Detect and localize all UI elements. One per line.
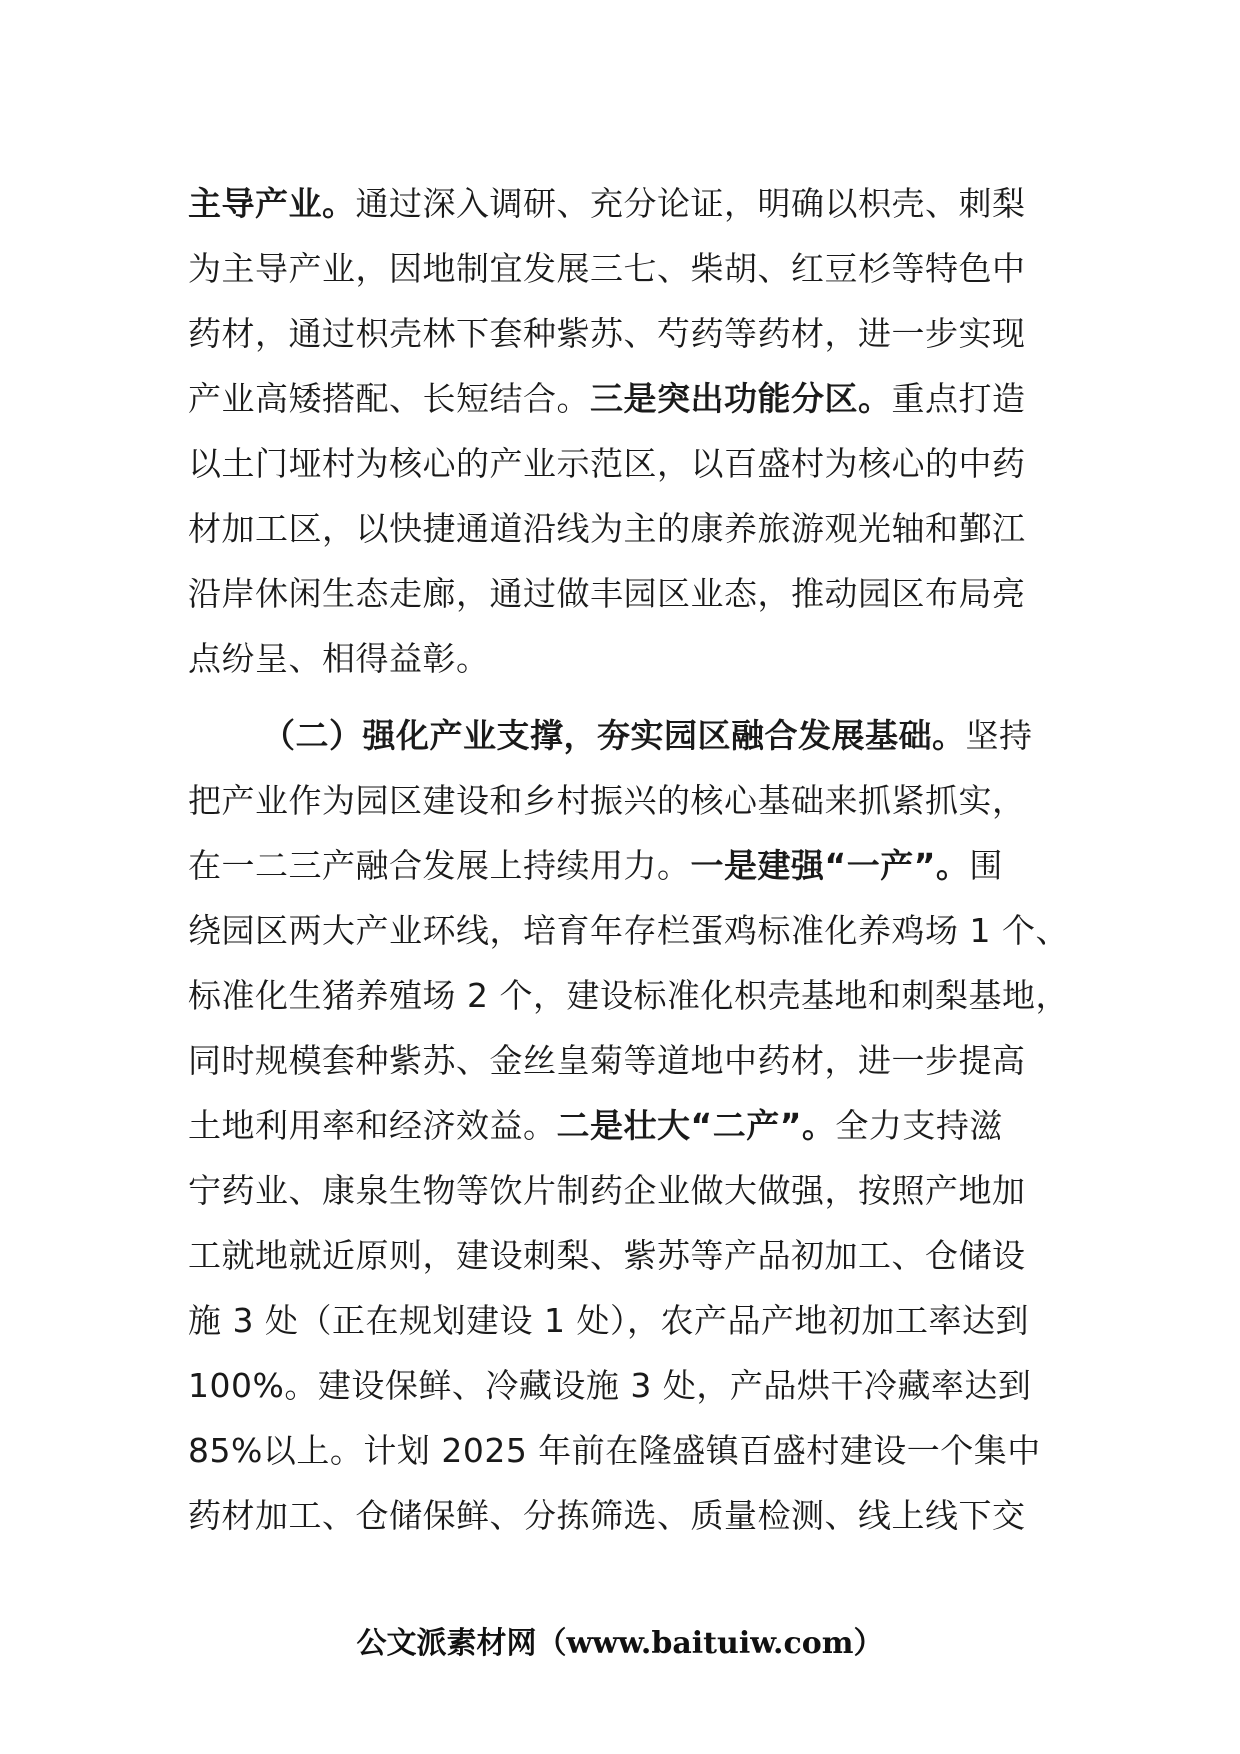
- text-line: [188, 1093, 1088, 1158]
- text-run: 材加工区，以快捷通道沿线为主的康养旅游观光轴和鄞江: [188, 509, 1026, 548]
- text-line: [188, 561, 1088, 626]
- text-run: 85%以上。计划 2025 年前在隆盛镇百盛村建设一个集中: [188, 1431, 1041, 1470]
- text-line: [188, 1418, 1088, 1483]
- bold-phrase: 主导产业。: [188, 184, 356, 223]
- section-heading-line: [188, 703, 1088, 768]
- text-run: 绕园区两大产业环线，培育年存栏蛋鸡标准化养鸡场 1 个、: [188, 911, 1069, 950]
- text-run: 同时规模套种紫苏、金丝皇菊等道地中药材，进一步提高: [188, 1041, 1026, 1080]
- text-run: 标准化生猪养殖场 2 个，建设标准化枳壳基地和刺梨基地，: [188, 976, 1069, 1015]
- text-line: [188, 1353, 1088, 1418]
- text-line: [188, 898, 1088, 963]
- text-line: [188, 496, 1088, 561]
- text-run: 药材，通过枳壳林下套种紫苏、芍药等药材，进一步实现: [188, 314, 1026, 353]
- text-run: 为主导产业，因地制宜发展三七、柴胡、红豆杉等特色中: [188, 249, 1026, 288]
- text-line: [188, 768, 1088, 833]
- text-run: 土地利用率和经济效益。: [188, 1106, 557, 1145]
- text-run: 产业高矮搭配、长短结合。: [188, 379, 590, 418]
- text-run: 把产业作为园区建设和乡村振兴的核心基础来抓紧抓实，: [188, 781, 1026, 820]
- paragraph-functional-zoning: [188, 171, 1088, 691]
- text-run: 围: [969, 846, 1003, 885]
- text-line: [188, 833, 1088, 898]
- text-run: 坚持: [965, 716, 1033, 755]
- text-run: 沿岸休闲生态走廊，通过做丰园区业态，推动园区布局亮: [188, 574, 1026, 613]
- text-line: [188, 1028, 1088, 1093]
- text-run: 全力支持滋: [835, 1106, 1003, 1145]
- text-run: 在一二三产融合发展上持续用力。: [188, 846, 691, 885]
- bold-phrase: 一是建强“一产”。: [690, 846, 970, 885]
- text-line: [188, 431, 1088, 496]
- text-run: 重点打造: [891, 379, 1026, 418]
- text-line: [188, 236, 1088, 301]
- text-line: [188, 963, 1088, 1028]
- text-line: [188, 171, 1088, 236]
- paragraph-gap: [188, 691, 1088, 703]
- text-run: 工就地就近原则，建设刺梨、紫苏等产品初加工、仓储设: [188, 1236, 1026, 1275]
- text-run: 施 3 处（正在规划建设 1 处），农产品产地初加工率达到: [188, 1301, 1029, 1340]
- bold-phrase: 三是突出功能分区。: [590, 379, 892, 418]
- text-run: 药材加工、仓储保鲜、分拣筛选、质量检测、线上线下交: [188, 1496, 1026, 1535]
- page-footer-watermark: 公文派素材网（www.baituiw.com）: [356, 1626, 884, 1661]
- text-line: [188, 1483, 1088, 1548]
- text-line: [188, 366, 1088, 431]
- text-line: [188, 301, 1088, 366]
- text-line: [188, 1223, 1088, 1288]
- document-body: [188, 171, 1088, 1548]
- text-run: 宁药业、康泉生物等饮片制药企业做大做强，按照产地加: [188, 1171, 1026, 1210]
- text-run: 通过深入调研、充分论证，明确以枳壳、刺梨: [355, 184, 1026, 223]
- text-run: 点纷呈、相得益彰。: [188, 639, 490, 678]
- text-line: [188, 1158, 1088, 1223]
- text-run: 以土门垭村为核心的产业示范区，以百盛村为核心的中药: [188, 444, 1026, 483]
- text-run: 100%。建设保鲜、冷藏设施 3 处，产品烘干冷藏率达到: [188, 1366, 1032, 1405]
- text-line: [188, 1288, 1088, 1353]
- bold-phrase: 二是壮大“二产”。: [556, 1106, 836, 1145]
- section-heading: （二）强化产业支撑，夯实园区融合发展基础。: [262, 716, 966, 755]
- text-line: [188, 626, 1088, 691]
- paragraph-industry-support: [188, 703, 1088, 1548]
